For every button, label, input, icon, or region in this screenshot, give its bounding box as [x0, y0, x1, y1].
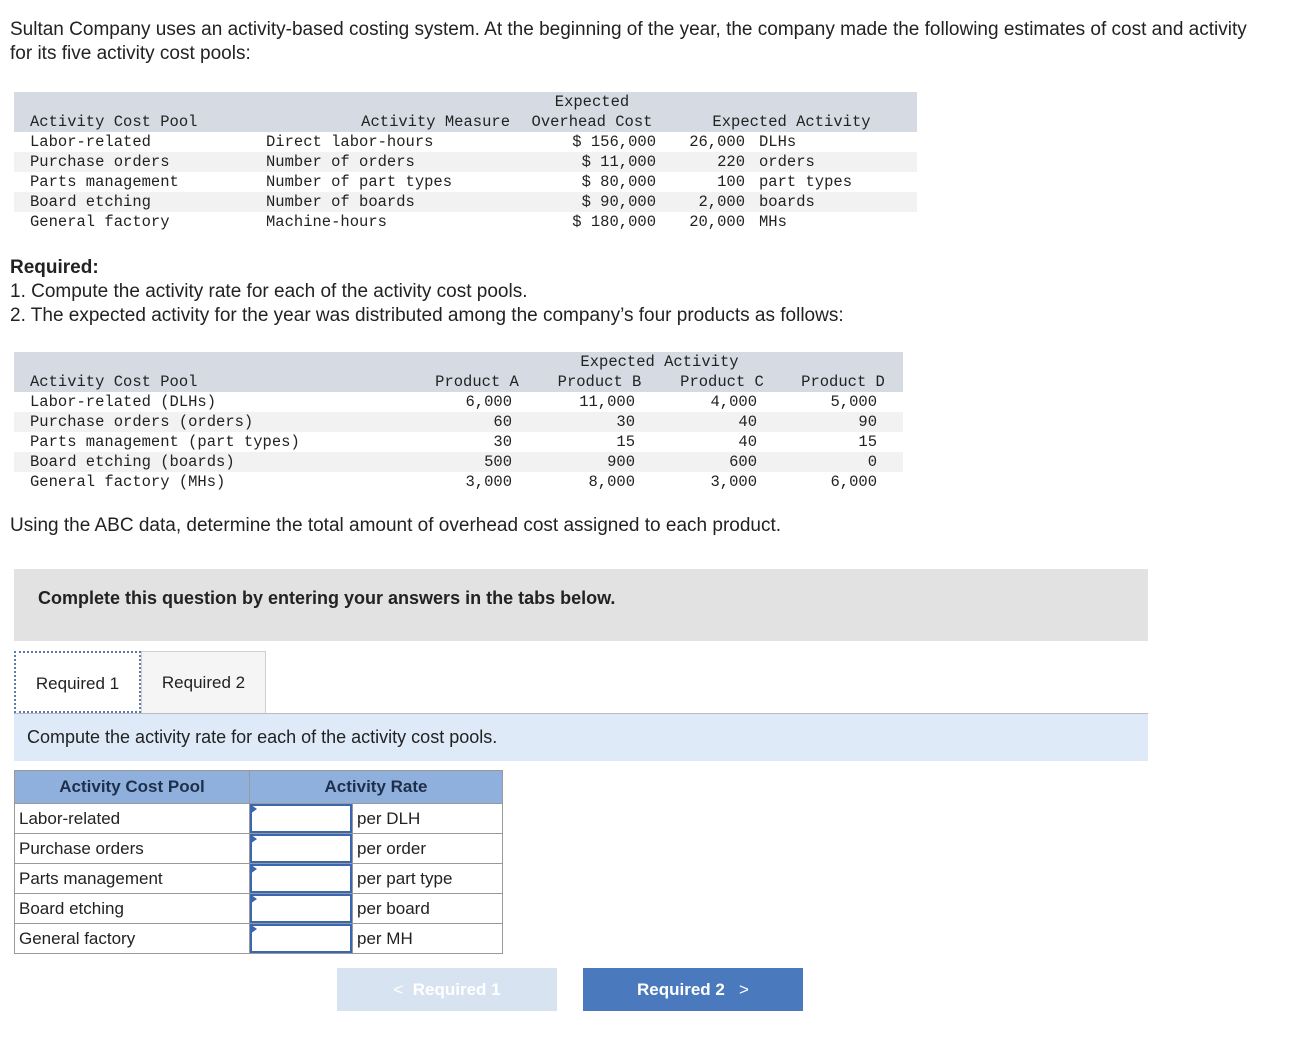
instruction-text: Compute the activity rate for each of the activity cost pools. — [27, 727, 498, 747]
rate-unit: per order — [353, 834, 503, 864]
header-product-d: Product D — [783, 372, 903, 392]
table-row — [15, 894, 503, 924]
table-row — [14, 472, 903, 492]
pool-name: Labor-related — [30, 133, 151, 151]
pool-name: General factory — [30, 213, 170, 231]
product-a-value: 60 — [416, 412, 538, 432]
header-overhead-cost: Overhead Cost — [518, 112, 666, 132]
activity-rate-input[interactable] — [250, 804, 352, 833]
pool-name: Labor-related — [15, 804, 250, 834]
prev-button-label: Required 1 — [412, 980, 501, 999]
table-row — [14, 132, 917, 152]
activity-rate-answer-table — [14, 770, 503, 954]
rate-unit: per DLH — [353, 804, 503, 834]
table-row — [15, 864, 503, 894]
cost-pool-estimates-table — [14, 92, 917, 232]
product-a-value: 500 — [416, 452, 538, 472]
activity-rate-input[interactable] — [250, 894, 352, 923]
header-product-c: Product C — [661, 372, 783, 392]
activity-measure: Machine-hours — [266, 213, 387, 231]
product-a-value: 30 — [493, 433, 512, 451]
product-d-value: 90 — [783, 412, 903, 432]
product-c-value: 40 — [661, 412, 783, 432]
abc-question-text: Using the ABC data, determine the total amount of overhead cost assigned to each product. — [10, 515, 782, 536]
complete-question-text: Complete this question by entering your answers in the tabs below. — [38, 588, 616, 608]
required-item-2: 2. The expected activity for the year was distributed among the company’s four products as follows: — [10, 305, 844, 326]
pool-name: General factory (MHs) — [30, 473, 226, 491]
product-b-value: 11,000 — [579, 393, 635, 411]
header-expected-activity: Expected Activity — [416, 352, 903, 372]
pool-name: Board etching — [15, 894, 250, 924]
required-section — [10, 256, 844, 328]
header-expected: Expected — [518, 92, 666, 112]
activity-measure: Direct labor-hours — [266, 133, 434, 151]
product-d-value: 0 — [783, 452, 903, 472]
header-product-a: Product A — [416, 372, 538, 392]
product-activity-table — [14, 352, 903, 492]
product-b-value: 8,000 — [588, 473, 635, 491]
table-row — [14, 152, 917, 172]
input-flag-icon — [250, 924, 257, 934]
pool-name: Board etching (boards) — [14, 452, 416, 472]
table-row — [14, 192, 917, 212]
pool-name: Parts management (part types) — [30, 433, 300, 451]
activity-qty: 220 — [666, 152, 745, 172]
table-row — [14, 172, 917, 192]
activity-unit: MHs — [759, 213, 787, 231]
activity-qty: 100 — [717, 173, 745, 191]
activity-unit: boards — [745, 192, 917, 212]
overhead-cost: $ 180,000 — [572, 213, 656, 231]
product-d-value: 6,000 — [830, 473, 877, 491]
tab-required-1[interactable]: Required 1 — [14, 651, 141, 713]
tab-required-2[interactable]: Required 2 — [141, 651, 266, 713]
product-c-value: 4,000 — [710, 393, 757, 411]
pool-name: Purchase orders (orders) — [14, 412, 416, 432]
table-row — [15, 924, 503, 954]
header-product-b: Product B — [538, 372, 661, 392]
product-c-value: 3,000 — [710, 473, 757, 491]
table-row — [15, 804, 503, 834]
instruction-bar — [14, 714, 1148, 761]
activity-unit: orders — [745, 152, 917, 172]
product-b-value: 30 — [538, 412, 661, 432]
header-activity-cost-pool: Activity Cost Pool — [15, 771, 250, 804]
table-row — [14, 452, 903, 472]
activity-unit: part types — [759, 173, 853, 191]
activity-rate-input[interactable] — [250, 834, 352, 863]
intro-text: Sultan Company uses an activity-based costing system. At the beginning of the year, the company made the following estimates of cost and activity for its five activity cost pools: — [10, 19, 1247, 64]
overhead-cost: $ 156,000 — [572, 133, 656, 151]
input-flag-icon — [250, 894, 257, 904]
pool-name: Parts management — [30, 173, 179, 191]
complete-question-banner — [14, 569, 1148, 641]
chevron-right-icon: > — [739, 980, 749, 999]
product-a-value: 3,000 — [465, 473, 512, 491]
header-activity-cost-pool: Activity Cost Pool — [14, 372, 416, 392]
product-b-value: 900 — [538, 452, 661, 472]
product-a-value: 6,000 — [465, 393, 512, 411]
overhead-cost: $ 11,000 — [518, 152, 666, 172]
pool-name: Purchase orders — [14, 152, 266, 172]
next-button-label: Required 2 — [637, 980, 725, 999]
header-expected-activity: Expected Activity — [666, 112, 917, 132]
header-activity-rate: Activity Rate — [250, 771, 503, 804]
table-row — [15, 834, 503, 864]
product-b-value: 15 — [616, 433, 635, 451]
header-activity-measure: Activity Measure — [266, 112, 518, 132]
header-activity-cost-pool: Activity Cost Pool — [14, 112, 266, 132]
rate-unit: per part type — [353, 864, 503, 894]
rate-unit: per MH — [353, 924, 503, 954]
product-d-value: 5,000 — [830, 393, 877, 411]
table-row — [14, 392, 903, 412]
activity-measure: Number of part types — [266, 173, 453, 191]
required-title: Required: — [10, 257, 99, 278]
activity-measure: Number of orders — [266, 152, 518, 172]
activity-qty: 2,000 — [666, 192, 745, 212]
activity-measure: Number of boards — [266, 192, 518, 212]
overhead-cost: $ 90,000 — [518, 192, 666, 212]
pool-name: Purchase orders — [15, 834, 250, 864]
activity-qty: 20,000 — [689, 213, 745, 231]
pool-name: Board etching — [14, 192, 266, 212]
product-c-value: 600 — [661, 452, 783, 472]
activity-qty: 26,000 — [689, 133, 745, 151]
required-item-1: 1. Compute the activity rate for each of the activity cost pools. — [10, 281, 528, 302]
input-flag-icon — [250, 834, 257, 844]
activity-unit: DLHs — [759, 133, 797, 151]
input-flag-icon — [250, 864, 257, 874]
activity-rate-input[interactable] — [250, 924, 352, 953]
rate-unit: per board — [353, 894, 503, 924]
next-required-2-button[interactable] — [583, 968, 803, 1011]
product-c-value: 40 — [738, 433, 757, 451]
table-row — [14, 412, 903, 432]
table-row — [14, 432, 903, 452]
pool-name: General factory — [15, 924, 250, 954]
table-row — [14, 212, 917, 232]
overhead-cost: $ 80,000 — [581, 173, 656, 191]
prev-required-1-button — [337, 968, 557, 1011]
pool-name: Labor-related (DLHs) — [30, 393, 217, 411]
input-flag-icon — [250, 804, 257, 814]
product-d-value: 15 — [858, 433, 877, 451]
activity-rate-input[interactable] — [250, 864, 352, 893]
chevron-left-icon: < — [393, 980, 404, 999]
pool-name: Parts management — [15, 864, 250, 894]
